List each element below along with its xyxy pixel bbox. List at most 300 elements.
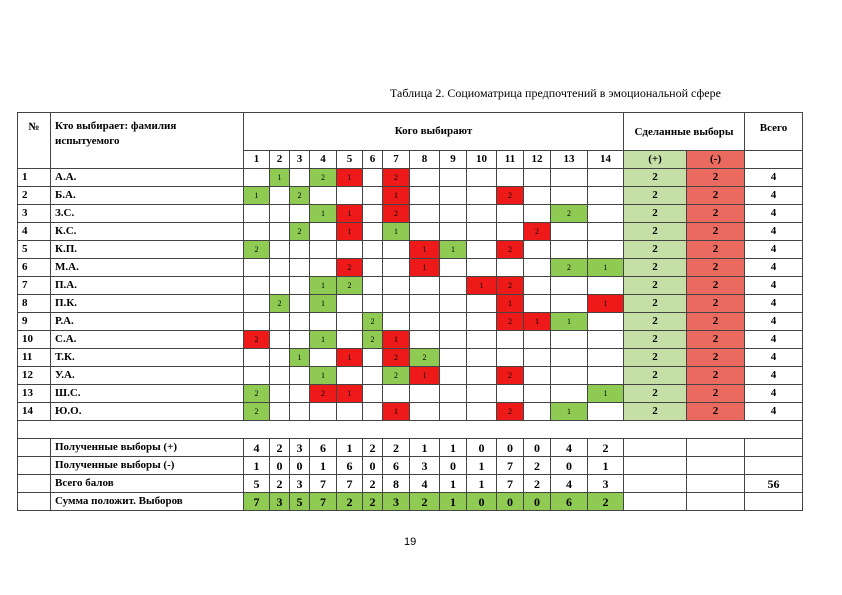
matrix-cell: 2 [497, 313, 524, 331]
summary-value: 1 [410, 439, 440, 457]
summary-value: 3 [383, 493, 410, 511]
column-header-11: 11 [497, 151, 524, 169]
row-number: 5 [18, 241, 51, 259]
column-header-4: 4 [310, 151, 337, 169]
matrix-cell [270, 331, 290, 349]
matrix-cell [363, 295, 383, 313]
matrix-cell: 1 [383, 187, 410, 205]
matrix-cell [290, 169, 310, 187]
matrix-cell [290, 295, 310, 313]
matrix-cell [337, 295, 363, 313]
row-total: 4 [745, 277, 803, 295]
table-row [18, 367, 803, 385]
matrix-cell [524, 385, 551, 403]
summary-value: 3 [270, 493, 290, 511]
matrix-cell [310, 349, 337, 367]
summary-total [745, 457, 803, 475]
row-minus-choices: 2 [687, 295, 745, 313]
matrix-cell [524, 205, 551, 223]
summary-value: 3 [290, 439, 310, 457]
matrix-cell [337, 313, 363, 331]
matrix-cell [363, 241, 383, 259]
row-name: Т.К. [51, 349, 244, 367]
matrix-cell [290, 331, 310, 349]
matrix-cell [497, 331, 524, 349]
row-total: 4 [745, 403, 803, 421]
summary-value: 7 [310, 493, 337, 511]
matrix-cell [363, 205, 383, 223]
table-row [18, 187, 803, 205]
column-header-9: 9 [440, 151, 467, 169]
column-header-13: 13 [551, 151, 588, 169]
matrix-cell [290, 259, 310, 277]
table-caption: Таблица 2. Социоматрица предпочтений в эмоциональной сфере [390, 86, 721, 100]
matrix-cell: 2 [410, 349, 440, 367]
summary-value: 7 [497, 457, 524, 475]
matrix-cell: 1 [497, 295, 524, 313]
table-row [18, 277, 803, 295]
row-plus-choices: 2 [624, 223, 687, 241]
matrix-cell [363, 187, 383, 205]
row-minus-choices: 2 [687, 349, 745, 367]
summary-label: Полученные выборы (+) [51, 439, 244, 457]
row-name: К.П. [51, 241, 244, 259]
summary-value: 2 [588, 439, 624, 457]
matrix-cell: 2 [244, 385, 270, 403]
column-header-10: 10 [467, 151, 497, 169]
column-header-7: 7 [383, 151, 410, 169]
matrix-cell: 2 [383, 205, 410, 223]
summary-value: 0 [363, 457, 383, 475]
matrix-cell: 1 [337, 205, 363, 223]
summary-value: 0 [467, 439, 497, 457]
matrix-cell: 1 [410, 241, 440, 259]
summary-value: 0 [551, 457, 588, 475]
summary-value: 7 [497, 475, 524, 493]
matrix-cell [270, 187, 290, 205]
matrix-cell: 2 [383, 349, 410, 367]
summary-plus-blank [624, 457, 687, 475]
matrix-cell [440, 403, 467, 421]
matrix-cell [410, 385, 440, 403]
row-name: К.С. [51, 223, 244, 241]
summary-value: 6 [551, 493, 588, 511]
matrix-cell [270, 223, 290, 241]
matrix-cell [310, 223, 337, 241]
summary-label: Всего балов [51, 475, 244, 493]
row-minus-choices: 2 [687, 169, 745, 187]
matrix-cell [467, 331, 497, 349]
matrix-cell [310, 259, 337, 277]
matrix-cell: 1 [551, 313, 588, 331]
matrix-cell [244, 313, 270, 331]
row-total: 4 [745, 169, 803, 187]
row-total: 4 [745, 295, 803, 313]
row-minus-choices: 2 [687, 277, 745, 295]
matrix-cell [410, 403, 440, 421]
matrix-cell: 2 [383, 169, 410, 187]
matrix-cell [270, 403, 290, 421]
row-total: 4 [745, 349, 803, 367]
summary-value: 0 [497, 439, 524, 457]
summary-value: 2 [524, 475, 551, 493]
blank-cell [18, 421, 803, 439]
row-plus-choices: 2 [624, 349, 687, 367]
matrix-cell [290, 313, 310, 331]
matrix-cell [524, 403, 551, 421]
matrix-cell [588, 349, 624, 367]
matrix-cell [524, 295, 551, 313]
matrix-cell [337, 241, 363, 259]
row-plus-choices: 2 [624, 259, 687, 277]
matrix-cell [290, 205, 310, 223]
matrix-cell [310, 403, 337, 421]
row-minus-choices: 2 [687, 223, 745, 241]
summary-value: 7 [310, 475, 337, 493]
row-name: М.А. [51, 259, 244, 277]
matrix-cell [467, 349, 497, 367]
summary-value: 5 [244, 475, 270, 493]
matrix-cell: 2 [363, 331, 383, 349]
matrix-cell: 2 [310, 169, 337, 187]
matrix-cell [440, 259, 467, 277]
row-minus-choices: 2 [687, 187, 745, 205]
matrix-cell: 2 [524, 223, 551, 241]
column-header-plus: (+) [624, 151, 687, 169]
matrix-cell [440, 313, 467, 331]
matrix-cell: 2 [497, 277, 524, 295]
summary-value: 0 [497, 493, 524, 511]
matrix-cell [524, 187, 551, 205]
matrix-cell [551, 187, 588, 205]
summary-value: 6 [310, 439, 337, 457]
matrix-cell: 2 [337, 277, 363, 295]
matrix-cell [270, 367, 290, 385]
matrix-cell [363, 385, 383, 403]
matrix-cell [551, 223, 588, 241]
summary-value: 2 [410, 493, 440, 511]
matrix-cell [270, 205, 290, 223]
matrix-cell [551, 349, 588, 367]
header-chooser: Кто выбирает: фамилия испытуемого [51, 113, 244, 169]
header-total: Всего [745, 113, 803, 151]
column-header-6: 6 [363, 151, 383, 169]
summary-value: 0 [290, 457, 310, 475]
matrix-cell: 1 [467, 277, 497, 295]
matrix-cell [467, 241, 497, 259]
summary-value: 1 [310, 457, 337, 475]
matrix-cell: 2 [551, 205, 588, 223]
table-row [18, 259, 803, 277]
matrix-cell [363, 223, 383, 241]
header-num: № [18, 113, 51, 169]
matrix-cell [588, 205, 624, 223]
matrix-cell [270, 241, 290, 259]
summary-row [18, 493, 803, 511]
matrix-cell: 2 [497, 241, 524, 259]
summary-value: 2 [363, 439, 383, 457]
matrix-cell [363, 169, 383, 187]
matrix-cell [524, 331, 551, 349]
summary-label: Полученные выборы (-) [51, 457, 244, 475]
summary-row [18, 475, 803, 493]
summary-value: 1 [244, 457, 270, 475]
matrix-cell [467, 367, 497, 385]
matrix-cell [270, 259, 290, 277]
matrix-cell: 1 [337, 385, 363, 403]
row-number: 13 [18, 385, 51, 403]
matrix-cell: 2 [497, 187, 524, 205]
row-minus-choices: 2 [687, 259, 745, 277]
row-total: 4 [745, 385, 803, 403]
summary-value: 4 [244, 439, 270, 457]
matrix-cell: 2 [290, 223, 310, 241]
matrix-cell [440, 187, 467, 205]
summary-value: 3 [290, 475, 310, 493]
matrix-cell [551, 169, 588, 187]
matrix-cell [467, 313, 497, 331]
matrix-cell [588, 169, 624, 187]
matrix-cell [440, 295, 467, 313]
table-row [18, 385, 803, 403]
matrix-cell [440, 205, 467, 223]
matrix-cell [270, 313, 290, 331]
matrix-cell [467, 223, 497, 241]
page-number: 19 [404, 536, 417, 548]
row-plus-choices: 2 [624, 295, 687, 313]
row-minus-choices: 2 [687, 313, 745, 331]
matrix-cell: 1 [410, 259, 440, 277]
matrix-cell [524, 241, 551, 259]
summary-value: 3 [410, 457, 440, 475]
summary-total [745, 439, 803, 457]
matrix-cell: 2 [244, 403, 270, 421]
matrix-cell: 2 [551, 259, 588, 277]
summary-value: 1 [337, 439, 363, 457]
matrix-cell [497, 349, 524, 367]
row-total: 4 [745, 241, 803, 259]
table-row [18, 241, 803, 259]
summary-value: 3 [588, 475, 624, 493]
summary-value: 4 [551, 439, 588, 457]
table-row [18, 331, 803, 349]
matrix-cell: 1 [337, 223, 363, 241]
matrix-cell: 2 [363, 313, 383, 331]
summary-value: 8 [383, 475, 410, 493]
row-number: 7 [18, 277, 51, 295]
row-name: У.А. [51, 367, 244, 385]
row-plus-choices: 2 [624, 277, 687, 295]
row-total: 4 [745, 367, 803, 385]
row-plus-choices: 2 [624, 241, 687, 259]
column-header-5: 5 [337, 151, 363, 169]
matrix-cell [588, 367, 624, 385]
matrix-cell [588, 223, 624, 241]
row-name: Ю.О. [51, 403, 244, 421]
row-total: 4 [745, 205, 803, 223]
matrix-cell: 2 [497, 367, 524, 385]
matrix-cell [383, 313, 410, 331]
matrix-cell [551, 277, 588, 295]
matrix-cell [363, 403, 383, 421]
summary-value: 5 [290, 493, 310, 511]
matrix-cell [551, 331, 588, 349]
row-minus-choices: 2 [687, 331, 745, 349]
matrix-cell [467, 169, 497, 187]
row-name: Ш.С. [51, 385, 244, 403]
matrix-cell: 1 [310, 295, 337, 313]
summary-value: 4 [551, 475, 588, 493]
matrix-cell [440, 367, 467, 385]
matrix-cell [497, 259, 524, 277]
row-name: П.А. [51, 277, 244, 295]
matrix-cell [337, 367, 363, 385]
matrix-cell: 1 [310, 367, 337, 385]
row-minus-choices: 2 [687, 385, 745, 403]
matrix-cell [588, 241, 624, 259]
matrix-cell: 1 [310, 277, 337, 295]
matrix-cell [410, 205, 440, 223]
summary-plus-blank [624, 475, 687, 493]
summary-row [18, 439, 803, 457]
column-header-3: 3 [290, 151, 310, 169]
row-total: 4 [745, 223, 803, 241]
row-number: 6 [18, 259, 51, 277]
sociomatrix-table [17, 112, 803, 511]
matrix-cell [290, 403, 310, 421]
summary-value: 6 [337, 457, 363, 475]
table-row [18, 205, 803, 223]
matrix-cell [410, 295, 440, 313]
summary-num-blank [18, 493, 51, 511]
row-plus-choices: 2 [624, 205, 687, 223]
row-number: 1 [18, 169, 51, 187]
matrix-cell [270, 349, 290, 367]
matrix-cell: 1 [383, 403, 410, 421]
summary-label: Сумма положит. Выборов [51, 493, 244, 511]
summary-value: 2 [363, 493, 383, 511]
summary-value: 1 [467, 475, 497, 493]
matrix-cell [588, 331, 624, 349]
matrix-cell: 1 [290, 349, 310, 367]
matrix-cell [290, 367, 310, 385]
matrix-cell: 2 [383, 367, 410, 385]
row-number: 8 [18, 295, 51, 313]
row-total: 4 [745, 259, 803, 277]
matrix-cell: 1 [337, 349, 363, 367]
summary-value: 0 [440, 457, 467, 475]
matrix-cell [270, 385, 290, 403]
summary-value: 1 [588, 457, 624, 475]
matrix-cell [524, 367, 551, 385]
row-total: 4 [745, 313, 803, 331]
column-header-1: 1 [244, 151, 270, 169]
row-plus-choices: 2 [624, 367, 687, 385]
matrix-cell [551, 367, 588, 385]
table-row [18, 349, 803, 367]
row-plus-choices: 2 [624, 313, 687, 331]
matrix-cell: 2 [290, 187, 310, 205]
matrix-cell [524, 277, 551, 295]
row-number: 2 [18, 187, 51, 205]
matrix-cell: 2 [497, 403, 524, 421]
column-header-minus: (-) [687, 151, 745, 169]
matrix-cell [588, 277, 624, 295]
summary-row [18, 457, 803, 475]
matrix-cell [290, 385, 310, 403]
blank-row [18, 421, 803, 439]
row-total: 4 [745, 331, 803, 349]
summary-value: 0 [270, 457, 290, 475]
row-number: 11 [18, 349, 51, 367]
matrix-cell [383, 259, 410, 277]
header-made-choices: Сделанные выборы [624, 113, 745, 151]
matrix-cell [467, 205, 497, 223]
summary-value: 0 [467, 493, 497, 511]
matrix-cell [588, 403, 624, 421]
row-number: 12 [18, 367, 51, 385]
matrix-cell: 1 [410, 367, 440, 385]
column-header-2: 2 [270, 151, 290, 169]
matrix-cell [363, 277, 383, 295]
summary-value: 0 [524, 439, 551, 457]
matrix-cell [467, 259, 497, 277]
summary-value: 4 [410, 475, 440, 493]
matrix-cell: 1 [310, 331, 337, 349]
matrix-cell: 1 [244, 187, 270, 205]
summary-num-blank [18, 439, 51, 457]
matrix-cell [551, 295, 588, 313]
summary-value: 1 [467, 457, 497, 475]
matrix-cell [337, 331, 363, 349]
row-number: 3 [18, 205, 51, 223]
summary-value: 1 [440, 493, 467, 511]
summary-value: 2 [383, 439, 410, 457]
row-plus-choices: 2 [624, 403, 687, 421]
summary-num-blank [18, 457, 51, 475]
matrix-cell: 1 [524, 313, 551, 331]
matrix-cell [440, 331, 467, 349]
matrix-cell [440, 223, 467, 241]
row-name: З.С. [51, 205, 244, 223]
matrix-cell [363, 259, 383, 277]
table-row [18, 313, 803, 331]
table-row [18, 223, 803, 241]
matrix-cell [290, 241, 310, 259]
matrix-cell [588, 187, 624, 205]
matrix-cell [310, 241, 337, 259]
matrix-cell [410, 331, 440, 349]
row-minus-choices: 2 [687, 403, 745, 421]
summary-minus-blank [687, 439, 745, 457]
matrix-cell [497, 223, 524, 241]
summary-value: 2 [270, 475, 290, 493]
summary-value: 2 [270, 439, 290, 457]
matrix-cell [337, 187, 363, 205]
matrix-cell [244, 367, 270, 385]
matrix-cell [497, 169, 524, 187]
row-number: 4 [18, 223, 51, 241]
matrix-cell [467, 295, 497, 313]
matrix-cell [244, 277, 270, 295]
matrix-cell [244, 349, 270, 367]
matrix-cell [363, 367, 383, 385]
table-row [18, 295, 803, 313]
summary-value: 2 [363, 475, 383, 493]
matrix-cell: 1 [588, 295, 624, 313]
header-chosen: Кого выбирают [244, 113, 624, 151]
column-header-8: 8 [410, 151, 440, 169]
